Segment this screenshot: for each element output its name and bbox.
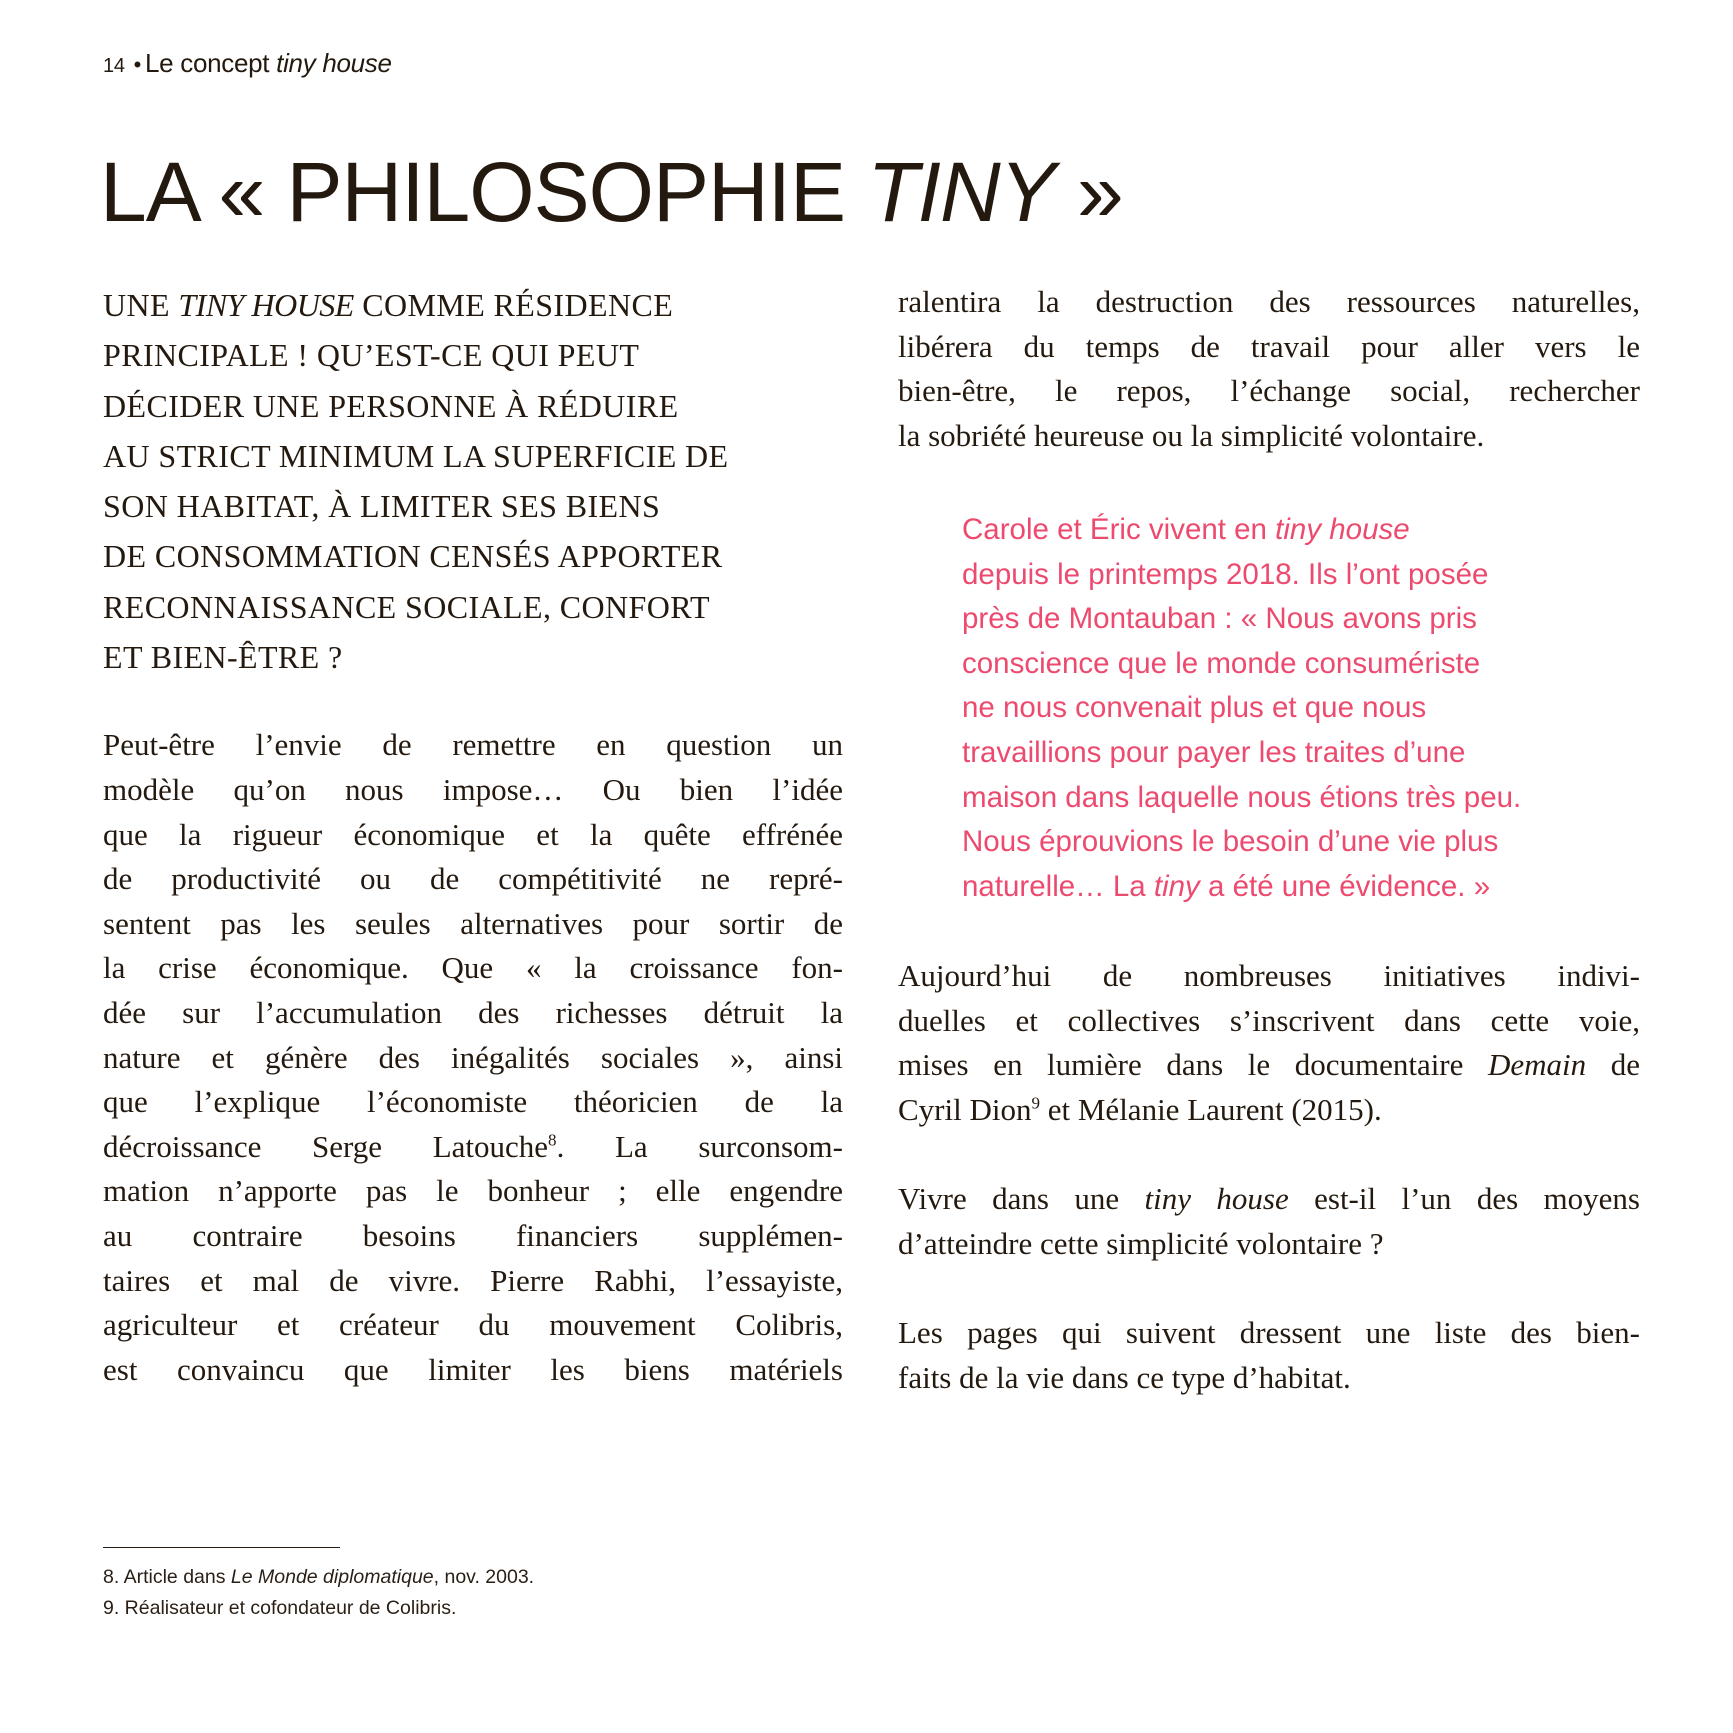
body-paragraph-right-1 bbox=[898, 280, 1640, 458]
text-line: taires et mal de vivre. Pierre Rabhi, l’essayiste, bbox=[103, 1262, 843, 1298]
text-line: Cyril Dion$^9$ et Mélanie Laurent (2015). bbox=[898, 1091, 1382, 1127]
quote-line: naturelle… La tiny a été une évidence. » bbox=[962, 869, 1491, 903]
left-column bbox=[103, 280, 843, 1392]
body-paragraph-right-2 bbox=[898, 954, 1640, 1132]
text-line: Les pages qui suivent dressent une liste des bien- bbox=[898, 1315, 1640, 1350]
page-title: LA « PHILOSOPHIE TINY » bbox=[100, 145, 1123, 239]
quote-line: près de Montauban : « Nous avons pris bbox=[962, 602, 1477, 636]
text-line: modèle qu’on nous impose… Ou bien l’idée bbox=[103, 771, 843, 807]
intro-line: DÉCIDER UNE PERSONNE À RÉDUIRE bbox=[103, 387, 679, 424]
intro-paragraph bbox=[103, 280, 843, 682]
text-line: est convaincu que limiter les biens matériels bbox=[103, 1351, 843, 1387]
intro-line: RECONNAISSANCE SOCIALE, CONFORT bbox=[103, 588, 710, 625]
page-number: 14 bbox=[103, 55, 125, 77]
text-line: mises en lumière dans le documentaire Demain de bbox=[898, 1047, 1640, 1083]
quote-line: Carole et Éric vivent en tiny house bbox=[962, 513, 1410, 546]
text-line: décroissance Serge Latouche$^8$. La surconsom- bbox=[103, 1128, 843, 1164]
text-line: de productivité ou de compétitivité ne repré- bbox=[103, 861, 843, 897]
footnote-ref-9[interactable]: 9 bbox=[1031, 1093, 1040, 1113]
testimonial-quote bbox=[962, 508, 1622, 909]
text-line: nature et génère des inégalités sociales », ainsi bbox=[103, 1039, 843, 1075]
quote-line: maison dans laquelle nous étions très peu. bbox=[962, 780, 1522, 814]
intro-line: DE CONSOMMATION CENSÉS APPORTER bbox=[103, 538, 723, 575]
text-line: bien-être, le repos, l’échange social, rechercher bbox=[898, 373, 1640, 409]
body-paragraph-right-4 bbox=[898, 1311, 1640, 1400]
text-line: au contraire besoins financiers supplémen- bbox=[103, 1217, 843, 1253]
quote-line: travaillions pour payer les traites d’une bbox=[962, 735, 1466, 769]
text-line: faits de la vie dans ce type d’habitat. bbox=[898, 1359, 1351, 1395]
text-line: agriculteur et créateur du mouvement Colibris, bbox=[103, 1307, 843, 1343]
intro-line: SON HABITAT, À LIMITER SES BIENS bbox=[103, 488, 661, 525]
footnote-divider bbox=[103, 1547, 340, 1548]
quote-line: depuis le printemps 2018. Ils l’ont posée bbox=[962, 557, 1489, 591]
intro-line: AU STRICT MINIMUM LA SUPERFICIE DE bbox=[103, 437, 729, 474]
bullet-icon: • bbox=[133, 52, 141, 77]
text-line: ralentira la destruction des ressources naturelles, bbox=[898, 284, 1640, 319]
text-line: Vivre dans une tiny house est-il l’un des moyens bbox=[898, 1181, 1640, 1216]
text-line: sentent pas les seules alternatives pour sortir de bbox=[103, 905, 843, 941]
running-head bbox=[103, 48, 392, 79]
text-line: que la rigueur économique et la quête effrénée bbox=[103, 816, 843, 852]
quote-line: Nous éprouvions le besoin d’une vie plus bbox=[962, 825, 1499, 859]
text-line: mation n’apporte pas le bonheur ; elle engendre bbox=[103, 1173, 843, 1209]
body-paragraph-right-3 bbox=[898, 1177, 1640, 1266]
footnote-9: 9. Réalisateur et cofondateur de Colibris. bbox=[103, 1597, 457, 1619]
intro-line: PRINCIPALE ! QU’EST-CE QUI PEUT bbox=[103, 337, 640, 374]
footnote-8: 8. Article dans Le Monde diplomatique, nov. 2003. bbox=[103, 1566, 535, 1588]
text-line: la crise économique. Que « la croissance fon- bbox=[103, 950, 843, 986]
text-line: que l’explique l’économiste théoricien de la bbox=[103, 1084, 843, 1120]
text-line: duelles et collectives s’inscrivent dans cette voie, bbox=[898, 1002, 1640, 1038]
intro-line: ET BIEN-ÊTRE ? bbox=[103, 639, 343, 676]
text-line: libérera du temps de travail pour aller vers le bbox=[898, 328, 1640, 364]
text-line: la sobriété heureuse ou la simplicité volontaire. bbox=[898, 417, 1485, 453]
text-line: Peut-être l’envie de remettre en question un bbox=[103, 727, 843, 763]
quote-line: conscience que le monde consumériste bbox=[962, 646, 1481, 680]
text-line: dée sur l’accumulation des richesses détruit la bbox=[103, 994, 843, 1030]
section-title: Le concept tiny house bbox=[145, 48, 392, 78]
body-paragraph-left bbox=[103, 723, 843, 1392]
footnote-ref-8[interactable]: 8 bbox=[548, 1130, 557, 1150]
intro-line: UNE TINY HOUSE COMME RÉSIDENCE bbox=[103, 287, 674, 323]
text-line: d’atteindre cette simplicité volontaire ? bbox=[898, 1225, 1384, 1261]
text-line: Aujourd’hui de nombreuses initiatives indivi- bbox=[898, 958, 1640, 993]
quote-line: ne nous convenait plus et que nous bbox=[962, 691, 1427, 725]
